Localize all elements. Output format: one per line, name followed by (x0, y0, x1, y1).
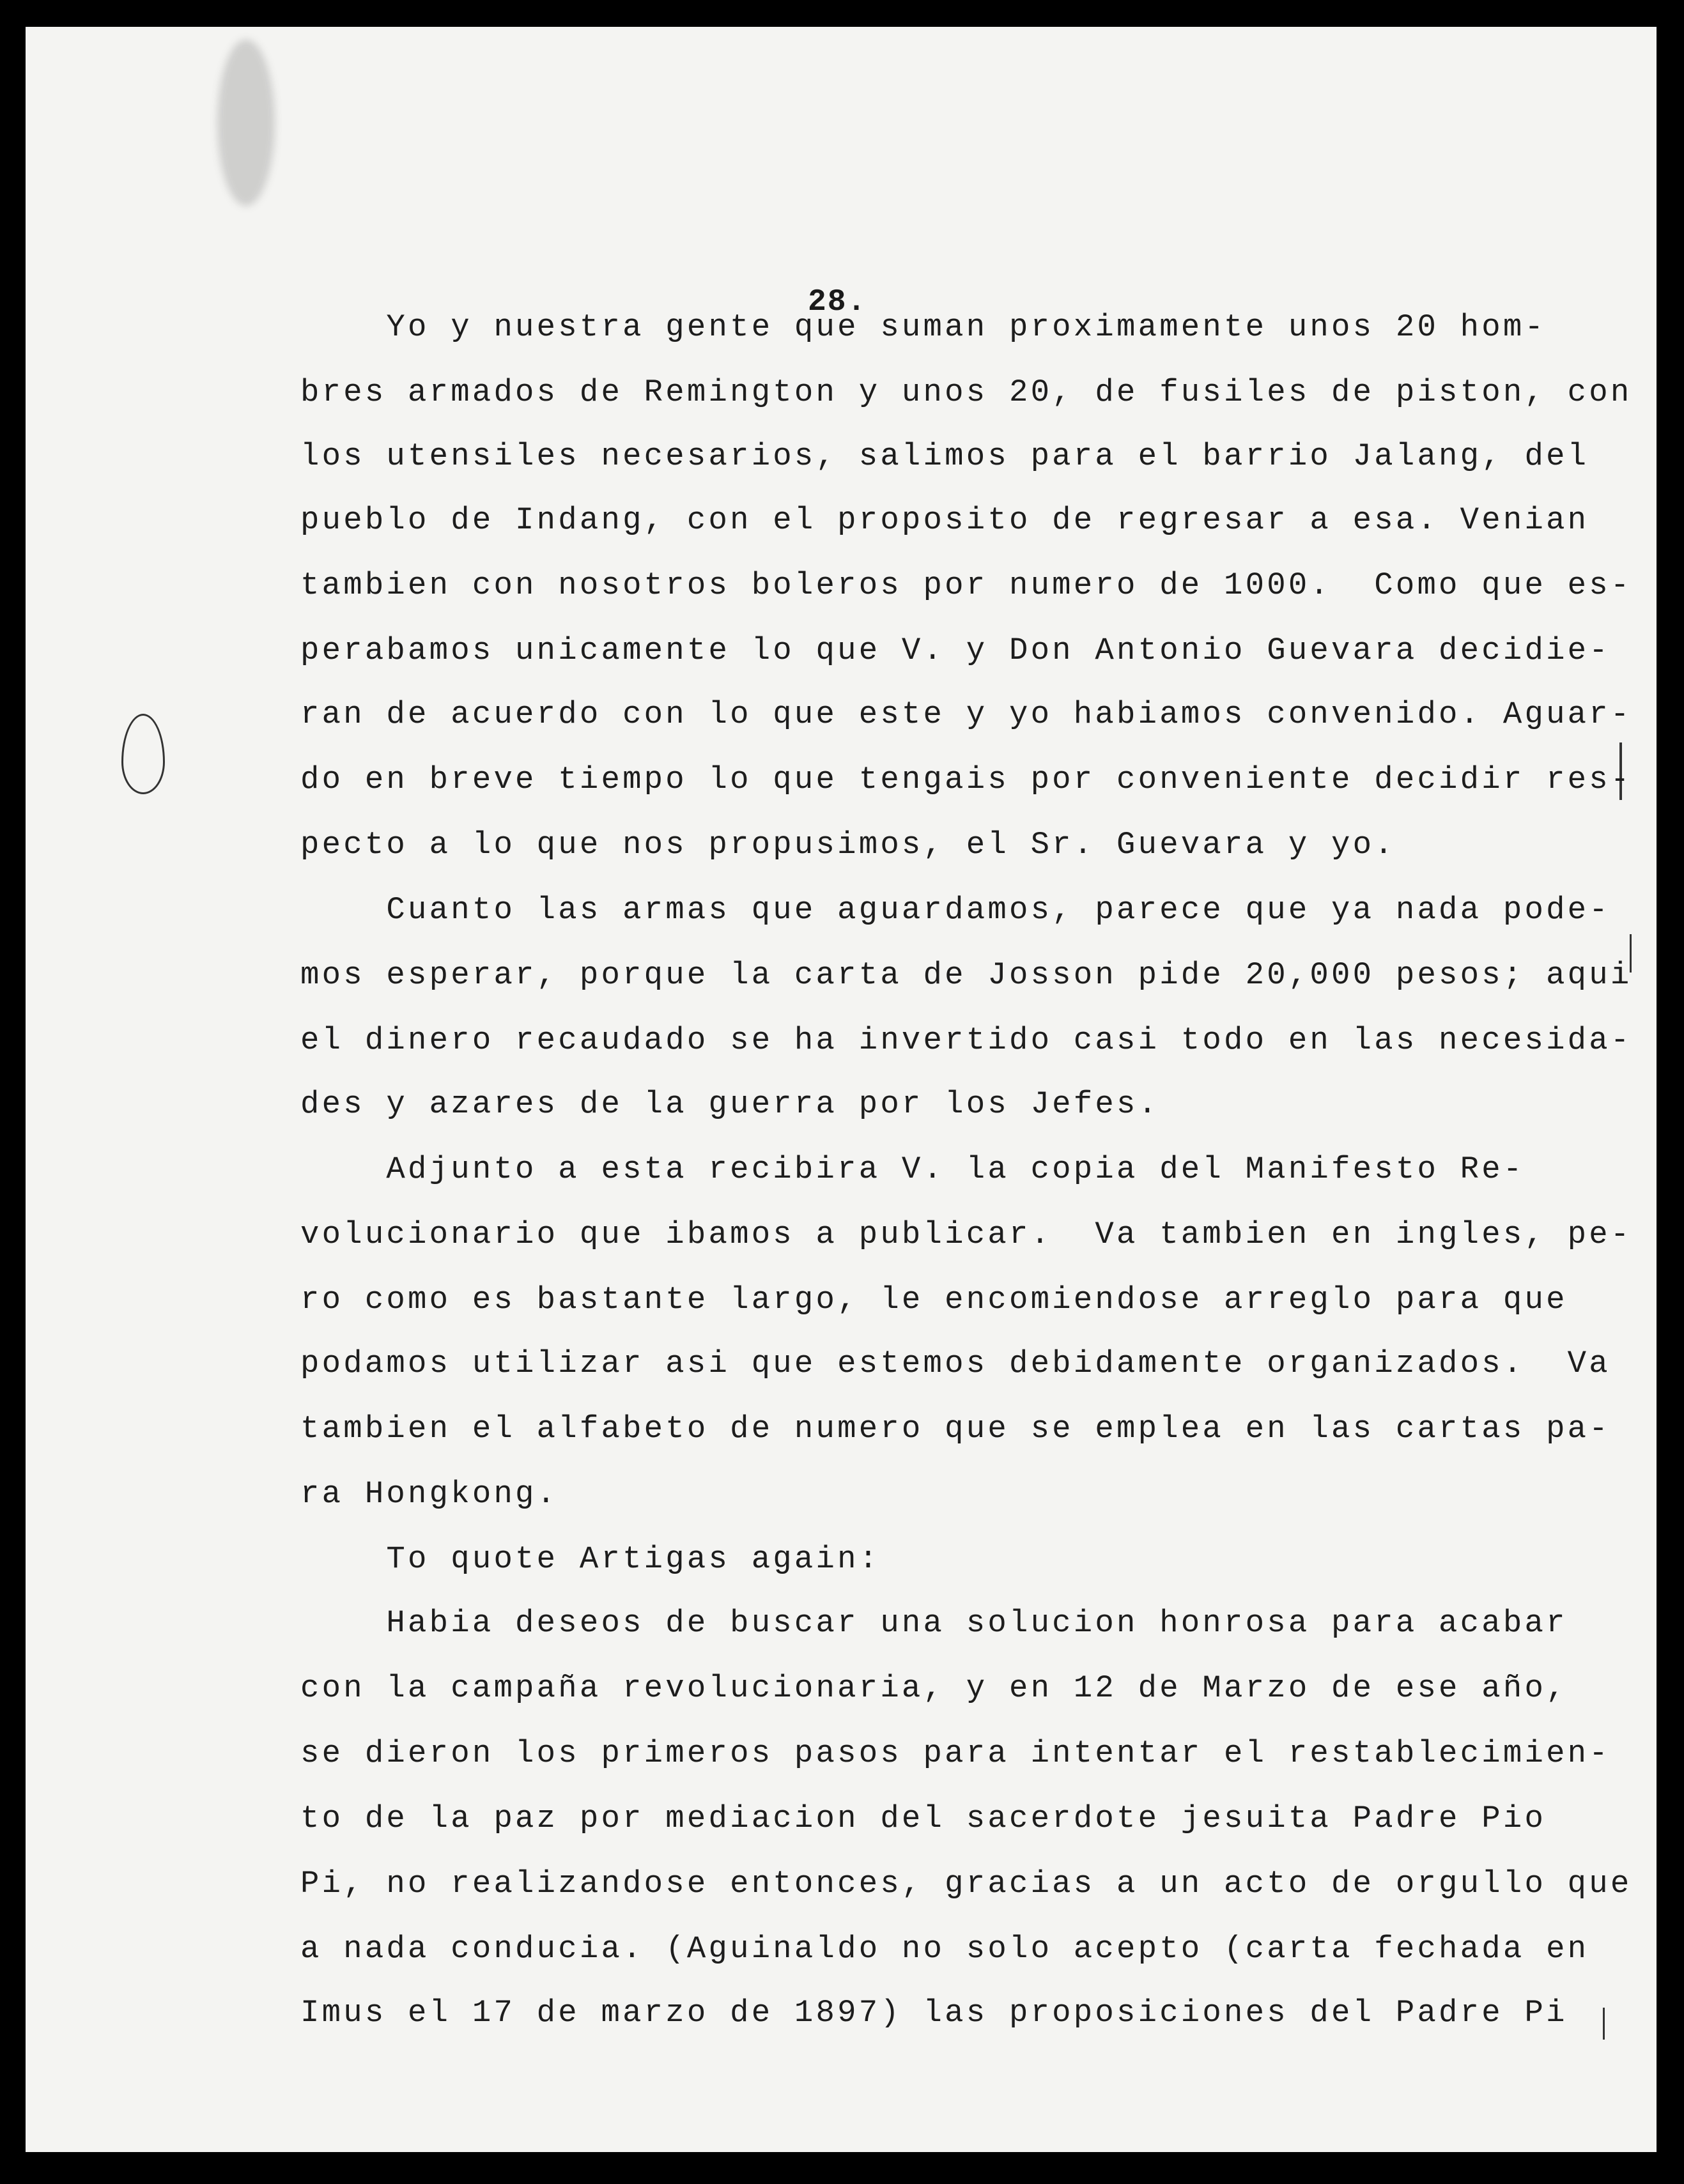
text-line: a nada conducia. (Aguinaldo no solo acepto (carta fechada en (300, 1931, 1589, 1967)
text-line: Cuanto las armas que aguardamos, parece que ya nada pode- (300, 892, 1611, 928)
text-line: do en breve tiempo lo que tengais por conveniente decidir res- (300, 762, 1632, 797)
text-line: podamos utilizar asi que estemos debidamente organizados. Va (300, 1346, 1611, 1381)
text-line: pueblo de Indang, con el proposito de regresar a esa. Venian (300, 502, 1589, 538)
text-line: tambien con nosotros boleros por numero de 1000. Como que es- (300, 567, 1632, 603)
text-line: ro como es bastante largo, le encomiendose arreglo para que (300, 1282, 1568, 1318)
ink-smudge (217, 40, 275, 206)
text-line: con la campaña revolucionaria, y en 12 de Marzo de ese año, (300, 1670, 1568, 1706)
text-line: el dinero recaudado se ha invertido casi todo en las necesida- (300, 1022, 1632, 1058)
typescript-page (26, 27, 1657, 2152)
margin-tick-mark (1603, 2008, 1605, 2040)
text-line: ra Hongkong. (300, 1476, 559, 1512)
text-line: perabamos unicamente lo que V. y Don Antonio Guevara decidie- (300, 633, 1611, 668)
text-line: se dieron los primeros pasos para intentar el restablecimien- (300, 1735, 1611, 1771)
text-line: to de la paz por mediacion del sacerdote jesuita Padre Pio (300, 1801, 1547, 1836)
text-line: Pi, no realizandose entonces, gracias a un acto de orgullo que (300, 1866, 1632, 1902)
page-number: 28. (808, 285, 867, 319)
text-line: tambien el alfabeto de numero que se emplea en las cartas pa- (300, 1411, 1611, 1447)
text-line: Habia deseos de buscar una solucion honrosa para acabar (300, 1605, 1568, 1641)
text-line: des y azares de la guerra por los Jefes. (300, 1086, 1160, 1122)
text-line: ran de acuerdo con lo que este y yo habiamos convenido. Aguar- (300, 696, 1632, 732)
text-line: los utensiles necesarios, salimos para el barrio Jalang, del (300, 438, 1589, 474)
text-line: mos esperar, porque la carta de Josson pide 20,000 pesos; aqui (300, 957, 1632, 993)
margin-pencil-mark (121, 714, 165, 794)
text-line: pecto a lo que nos propusimos, el Sr. Guevara y yo. (300, 827, 1396, 863)
text-line: Imus el 17 de marzo de 1897) las proposiciones del Padre Pi (300, 1995, 1568, 2031)
text-line: To quote Artigas again: (300, 1541, 881, 1577)
text-line: bres armados de Remington y unos 20, de fusiles de piston, con (300, 374, 1632, 410)
text-line: Adjunto a esta recibira V. la copia del Manifesto Re- (300, 1151, 1525, 1187)
text-line: Yo y nuestra gente que suman proximamente unos 20 hom- (300, 309, 1547, 345)
text-line: volucionario que ibamos a publicar. Va tambien en ingles, pe- (300, 1217, 1632, 1252)
